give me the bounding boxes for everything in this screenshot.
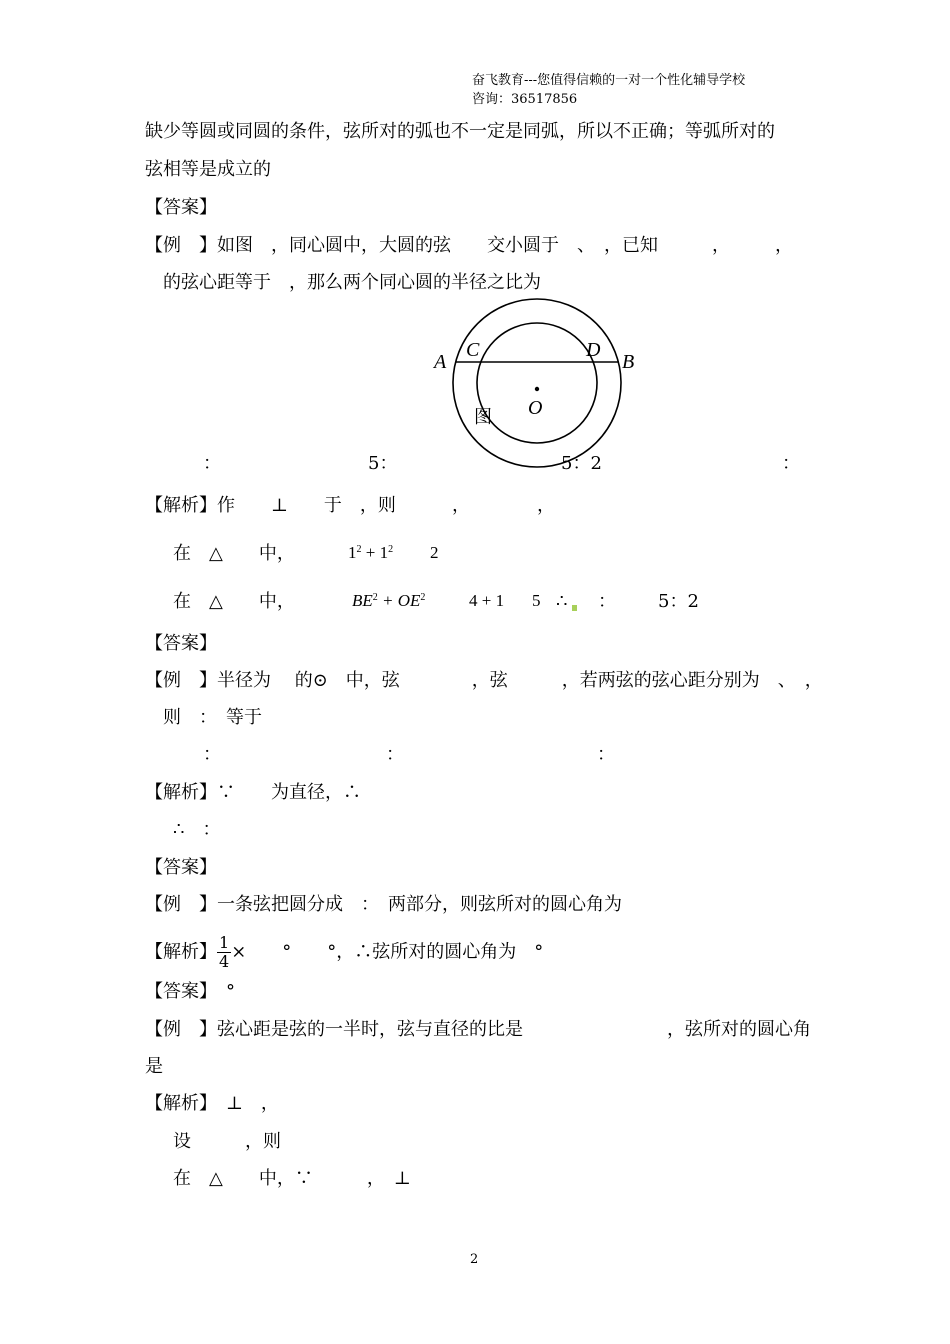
center-point-o (535, 387, 539, 391)
fraction-numerator: 1 (219, 933, 230, 952)
label-o: O (528, 397, 543, 419)
expr-exp-be: 2 (372, 592, 378, 603)
fraction-denominator: 4 (219, 952, 230, 971)
solution-4-line-b: 设 ，则 (173, 1131, 281, 1152)
solution-4-line-c: 在 △ 中，∵ ， ⊥ (173, 1168, 411, 1189)
example-2-line-b: 则 ： 等于 (145, 707, 262, 728)
label-d: D (586, 339, 601, 361)
solution-1-line-b-result: 2 (430, 543, 439, 562)
inner-circle (477, 323, 597, 443)
outer-circle (453, 299, 621, 467)
example-2-option-2: ： (386, 744, 404, 765)
figure-caption: 图 (474, 407, 492, 428)
page-number: 2 (470, 1252, 479, 1267)
solution-4-line-a: 【解析】 ⊥ ， (145, 1093, 279, 1114)
option-1: ： (203, 453, 221, 474)
solution-1-line-b-prefix: 在 △ 中， (173, 543, 295, 564)
option-2: 5： (368, 453, 398, 474)
solution-1-line-c-five: 5 (532, 591, 541, 610)
expr-term-1: 1 (348, 543, 357, 562)
expr-plus: + 1 (361, 543, 389, 562)
example-4-line-b: 是 (145, 1056, 163, 1077)
solution-1-line-c-colon: ： (598, 591, 616, 612)
example-2-line-a: 【例 】半径为 的⊙ 中，弦 ，弦 ，若两弦的弦心距分别为 、 ， (145, 670, 823, 691)
example-1-line-b: 的弦心距等于 ，那么两个同心圆的半径之比为 (145, 272, 541, 293)
solution-1-comma-1: ， (452, 495, 470, 516)
solution-3-line (145, 934, 543, 971)
fraction-one-quarter (217, 934, 231, 971)
solution-3-label: 【解析】 (145, 941, 217, 963)
label-c: C (466, 339, 480, 361)
solution-1-line-a: 【解析】作 ⊥ 于 ，则 (145, 495, 396, 516)
expr-be: BE (352, 591, 373, 610)
solution-3-rest: × ° °，∴弦所对的圆心角为 ° (231, 941, 544, 963)
text-line-2: 弦相等是成立的 (145, 159, 271, 180)
example-4-line-a: 【例 】弦心距是弦的一半时，弦与直径的比是 ，弦所对的圆心角 (145, 1019, 811, 1040)
label-a: A (434, 351, 447, 373)
expr-plus-oe: + OE (377, 591, 421, 610)
answer-label-2: 【答案】 (145, 633, 217, 654)
text-line-1: 缺少等圆或同圆的条件，弦所对的弧也不一定是同弧，所以不正确；等弧所对的 (145, 121, 775, 142)
expr-exp-oe: 2 (420, 592, 426, 603)
expr-exp-1: 2 (356, 544, 362, 555)
solution-1-line-c-ratio: 5：2 (658, 591, 699, 612)
option-3: 5：2 (561, 453, 602, 474)
solution-1-line-b-expr (348, 543, 393, 563)
solution-2-line-b: ∴ ： (173, 819, 221, 840)
answer-label-3: 【答案】 (145, 857, 217, 878)
example-1-line-a: 【例 】如图 ，同心圆中，大圆的弦 交小圆于 、 ，已知 ， ， (145, 235, 793, 256)
option-4: ： (782, 453, 800, 474)
solution-1-line-c-prefix: 在 △ 中， (173, 591, 295, 612)
solution-1-line-c-expr (352, 591, 425, 611)
example-2-option-3: ： (597, 744, 615, 765)
example-3-line: 【例 】一条弦把圆分成 ： 两部分，则弦所对的圆心角为 (145, 894, 622, 915)
solution-1-comma-2: ， (537, 495, 555, 516)
label-b: B (622, 351, 635, 373)
therefore-symbol: ∴ (556, 591, 568, 612)
header-school: 奋飞教育---您值得信赖的一对一个性化辅导学校 (472, 73, 746, 88)
marker-dot (572, 605, 577, 611)
example-2-option-1: ： (203, 744, 221, 765)
solution-1-line-c-sum: 4 + 1 (469, 591, 505, 610)
answer-label-4: 【答案】 ° (145, 981, 235, 1002)
solution-2-line-a: 【解析】∵ 为直径，∴ (145, 782, 361, 803)
expr-exp-2: 2 (388, 544, 394, 555)
answer-label-1: 【答案】 (145, 197, 217, 218)
header-phone: 咨询：36517856 (472, 92, 578, 107)
